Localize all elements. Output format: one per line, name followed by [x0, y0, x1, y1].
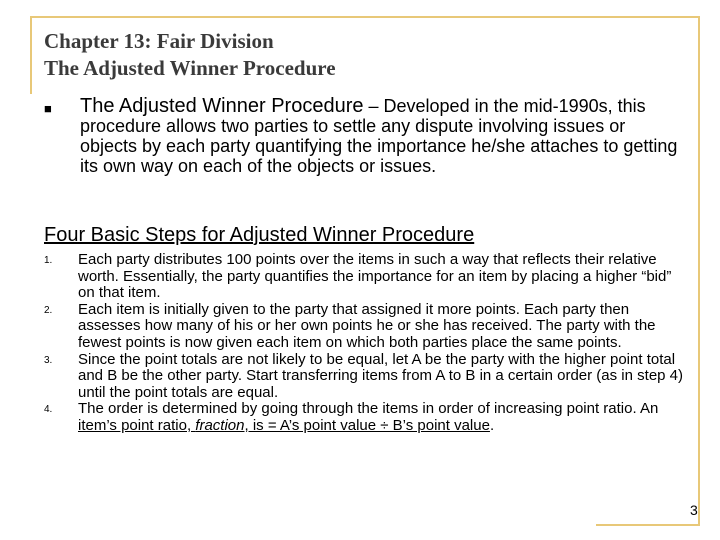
frame-left-line — [30, 16, 32, 94]
intro-paragraph — [44, 96, 684, 176]
title-line-2: The Adjusted Winner Procedure — [44, 56, 336, 80]
step-text-underlined-1: item’s point ratio, — [78, 416, 196, 434]
step-item — [44, 302, 684, 352]
intro-lead: The Adjusted Winner Procedure — [80, 95, 364, 117]
step-number: 3. — [44, 354, 53, 366]
step-text-plain: The order is determined by going through the items in order of increasing point ratio. An — [78, 400, 659, 418]
fraction-term: fraction — [195, 416, 245, 434]
step-number: 4. — [44, 404, 53, 416]
step-text: Each item is initially given to the party that assigned it more points. Each party then assesses how many of his or her own points he or she has received. The party with the fewest points is now given each item on which both parties place the same points. — [78, 300, 656, 351]
title-line-1: Chapter 13: Fair Division — [44, 29, 274, 53]
step-text — [78, 400, 658, 434]
square-bullet-icon: ■ — [44, 101, 52, 116]
intro-body: – Developed in the mid-1990s, this procedure allows two parties to settle any dispute involving issues or objects by each party quantifying the importance he/she attaches to getting its own way on each of the objects or issues. — [80, 96, 678, 176]
step-number: 2. — [44, 304, 53, 316]
step-item — [44, 252, 684, 302]
page-number: 3 — [690, 502, 698, 518]
point-ratio-definition — [78, 417, 490, 434]
steps-list — [44, 252, 684, 435]
frame-top-line — [30, 16, 698, 18]
step-number: 1. — [44, 255, 53, 266]
step-text: Since the point totals are not likely to be equal, let A be the party with the higher point total and B be the other party. Start transferring items from A to B in a certain order (as in step 4) until the point totals are equal. — [78, 350, 684, 401]
slide-title — [44, 28, 336, 82]
steps-heading: Four Basic Steps for Adjusted Winner Procedure — [44, 224, 475, 246]
step-text-underlined-2: , is = A’s point value ÷ B’s point value — [244, 416, 490, 434]
frame-bottom-line — [596, 524, 700, 526]
step-item — [44, 352, 684, 402]
step-item — [44, 401, 684, 434]
step-text-end: . — [489, 416, 495, 434]
step-text: Each party distributes 100 points over the items in such a way that reflects their relative worth. Essentially, the party quantifies the importance for an item by placing a higher “bid” on that item. — [78, 251, 672, 302]
frame-right-line — [698, 16, 700, 524]
intro-text — [80, 96, 684, 176]
